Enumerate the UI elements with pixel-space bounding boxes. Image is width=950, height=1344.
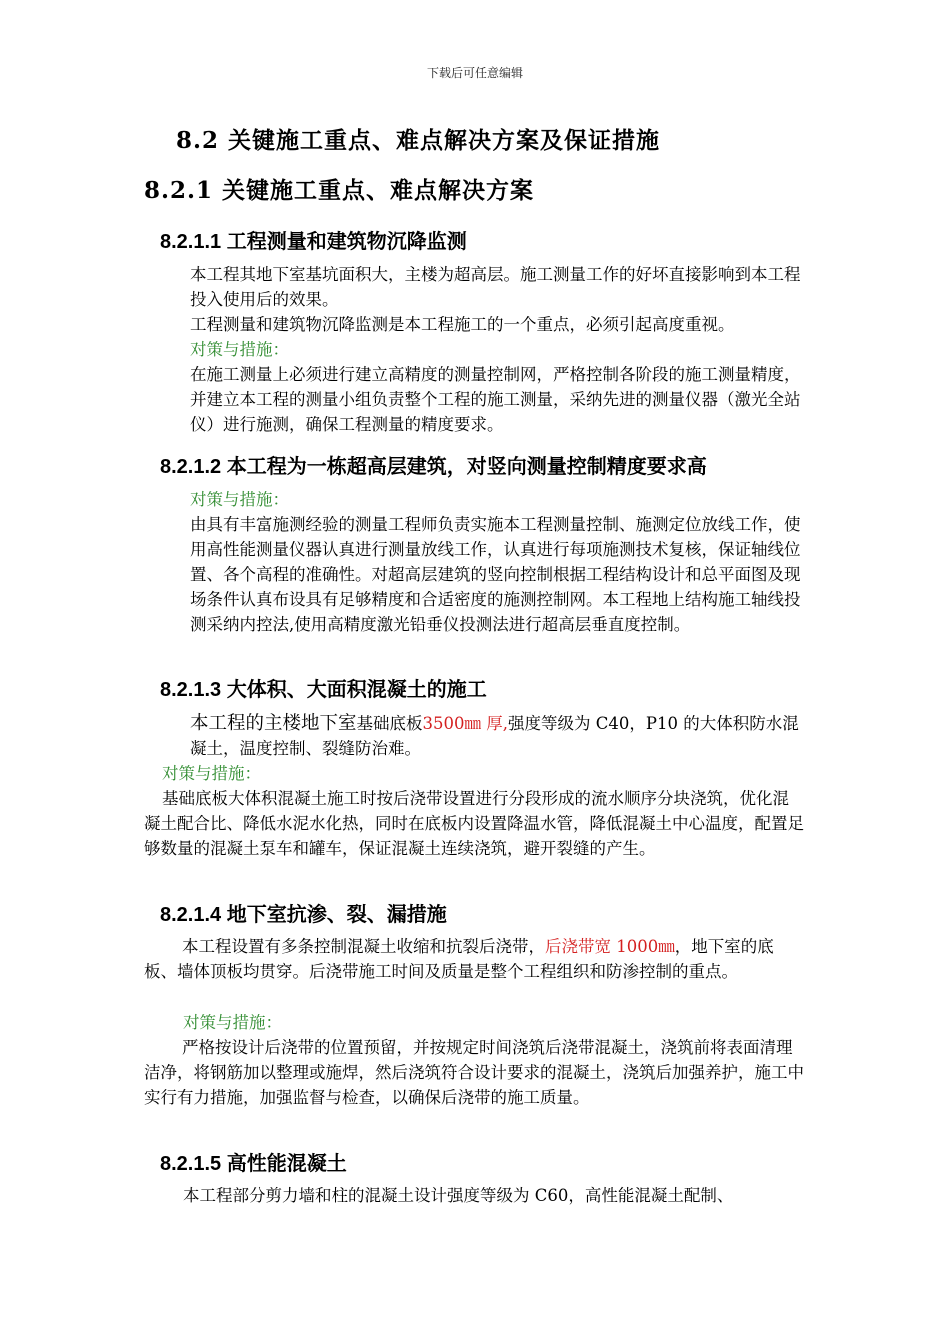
heading-8-2-1-3: 8.2.1.3 大体积、大面积混凝土的施工 xyxy=(160,679,487,701)
page-header: 下载后可任意编辑 xyxy=(426,66,523,80)
s4-p1-part-b: ，地下室的底板、墙体顶板均贯穿。后浇带施工时间及质量是整个工程组织和防渗控制的重点。 xyxy=(144,937,774,981)
s3-p1-part-b: 基础底板 xyxy=(356,714,423,733)
heading-8-2-1-4: 8.2.1.4 地下室抗渗、裂、漏措施 xyxy=(160,904,447,926)
s1-paragraph-3: 在施工测量上必须进行建立高精度的测量控制网，严格控制各阶段的施工测量精度，并建立本工程的测量小组负责整个工程的施工测量，采纳先进的测量仪器（激光全站仪）进行施测，确保工程测量的精度要求。 xyxy=(190,365,801,434)
s4-paragraph-1 xyxy=(144,934,804,984)
s5-paragraph-1: 本工程部分剪力墙和柱的混凝土设计强度等级为 C60，高性能混凝土配制、 xyxy=(183,1186,734,1205)
s2-paragraph-1: 由具有丰富施测经验的测量工程师负责实施本工程测量控制、施测定位放线工作，使用高性能测量仪器认真进行测量放线工作，认真进行每项施测技术复核，保证轴线位置、各个高程的准确性。对超高层建筑的竖向控制根据工程结构设计和总平面图及现场条件认真布设具有足够精度和合适密度的施测控制网。本工程地上结构施工轴线投测采纳内控法,使用高精度激光铅垂仪投测法进行超高层垂直度控制。 xyxy=(190,515,801,634)
s4-p1-highlight: 后浇带宽 1000㎜ xyxy=(545,937,675,956)
s4-p1-part-a: 本工程设置有多条控制混凝土收缩和抗裂后浇带， xyxy=(182,937,545,956)
heading-8-2-1-2: 8.2.1.2 本工程为一栋超高层建筑，对竖向测量控制精度要求高 xyxy=(160,456,707,478)
s2-measures-label: 对策与措施： xyxy=(190,490,289,509)
s4-paragraph-2: 严格按设计后浇带的位置预留，并按规定时间浇筑后浇带混凝土，浇筑前将表面清理洁净，将钢筋加以整理或施焊，然后浇筑符合设计要求的混凝土，浇筑后加强养护，施工中实行有力措施，加强监督与检查，以确保后浇带的施工质量。 xyxy=(144,1038,804,1107)
heading-8-2-1: 8.2.1 关键施工重点、难点解决方案 xyxy=(144,177,535,204)
s3-paragraph-1 xyxy=(190,711,810,761)
s3-p1-highlight: 3500㎜ 厚, xyxy=(422,714,508,733)
s1-measures-label: 对策与措施： xyxy=(190,340,289,359)
s4-measures-label: 对策与措施： xyxy=(183,1013,282,1032)
s3-measures-label: 对策与措施： xyxy=(162,764,261,783)
s3-p1-part-c: 强度等级为 C40，P10 的大体积防水混凝土，温度控制、裂缝防治难。 xyxy=(190,714,799,758)
heading-8-2-1-1: 8.2.1.1 工程测量和建筑物沉降监测 xyxy=(160,231,467,253)
s1-paragraph-1: 本工程其地下室基坑面积大，主楼为超高层。施工测量工作的好坏直接影响到本工程投入使用后的效果。 xyxy=(190,265,801,309)
s3-paragraph-2: 基础底板大体积混凝土施工时按后浇带设置进行分段形成的流水顺序分块浇筑，优化混凝土配合比、降低水泥水化热，同时在底板内设置降温水管，降低混凝土中心温度，配置足够数量的混凝土泵车和罐车，保证混凝土连续浇筑，避开裂缝的产生。 xyxy=(144,789,804,858)
heading-8-2-1-5: 8.2.1.5 高性能混凝土 xyxy=(160,1153,347,1175)
s3-p1-part-a: 本工程的主楼地下室 xyxy=(190,713,357,734)
heading-8-2: 8.2 关键施工重点、难点解决方案及保证措施 xyxy=(176,127,661,154)
s1-paragraph-2: 工程测量和建筑物沉降监测是本工程施工的一个重点，必须引起高度重视。 xyxy=(190,315,735,334)
